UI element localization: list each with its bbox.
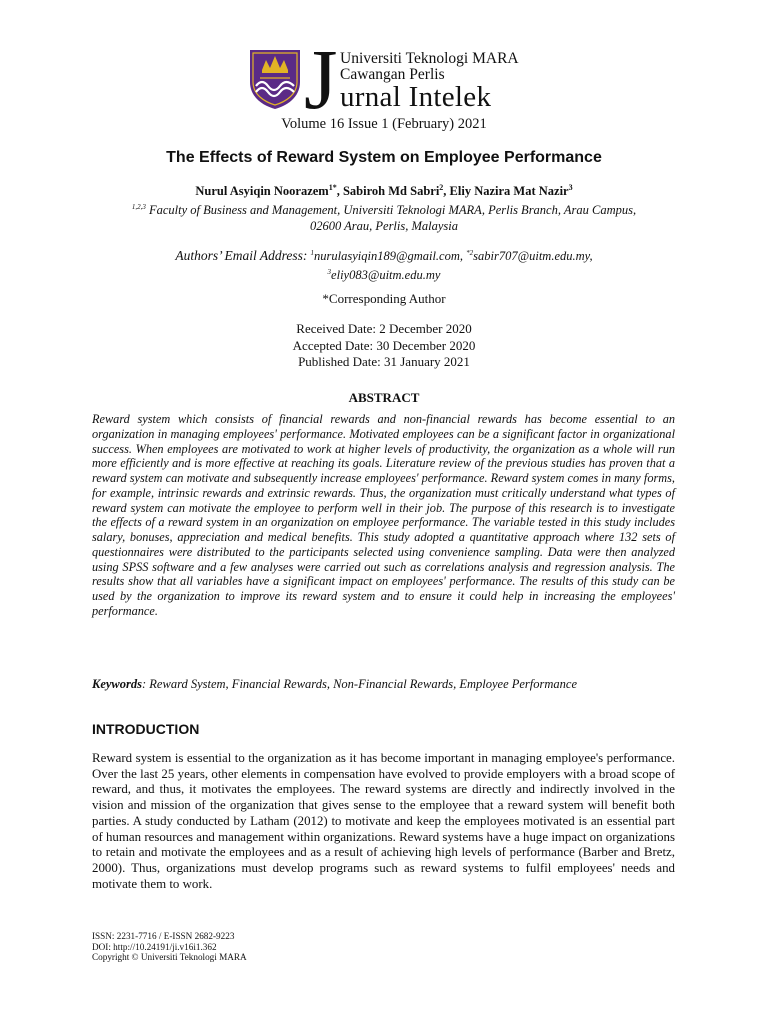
introduction-text: Reward system is essential to the organization as it has become important in managing employee's performance. Over the last 25 years, other elements in compensation have evolved to provide employers with a broad scope of reward, and thus, it motivates the employees. The reward systems are directly and indirectly involved in the vision and mission of the organization that gives sense to the employee that a reward system will benefit both parties. A study conducted by Latham (2012) to motivate and keep the employees motivated is an essential part of human resources and management within organizations. Reward systems have a huge impact on organizations to retain and motivate the employees and as a result of achieving high levels of performance (Barber and Bretz, 2000). Thus, organizations must develop programs such as reward systems to fulfil employees' needs and motivate them to work. — [92, 751, 675, 891]
volume-issue: Volume 16 Issue 1 (February) 2021 — [281, 116, 487, 132]
university-branch: Cawangan Perlis — [340, 66, 445, 83]
author-emails: Authors’ Email Address: $^1$nurulasyiqin189@gmail.com, $^{*2}$sabir707@uitm.edu.my, $^3$eliy083@uitm.edu.my — [175, 248, 593, 283]
author-name: Eliy Nazira Mat Nazir — [449, 184, 569, 199]
email-link[interactable]: nurulasyiqin189@gmail.com, — [314, 249, 464, 264]
keywords-text: Reward System, Financial Rewards, Non-Financial Rewards, Employee Performance — [149, 677, 577, 691]
paper-title: The Effects of Reward System on Employee Performance — [166, 149, 602, 166]
doi-link[interactable]: DOI: http://10.24191/ji.v16i1.362 — [92, 941, 217, 952]
affiliation-marks: 1,2,3 — [131, 203, 146, 211]
affiliation-line2: 02600 Arau, Perlis, Malaysia — [309, 219, 459, 234]
author-mark: 2 — [439, 183, 444, 192]
author-mark: 3 — [568, 183, 573, 192]
page-footer — [92, 931, 247, 963]
copyright: Copyright © Universiti Teknologi MARA — [92, 952, 247, 962]
email-link[interactable]: sabir707@uitm.edu.my, — [473, 249, 593, 264]
abstract-heading: ABSTRACT — [348, 390, 420, 405]
author-list: Nurul Asyiqin Noorazem$^{1*}$, Sabiroh Md Sabri$^2$, Eliy Nazira Mat Nazir$^3$ — [195, 183, 573, 199]
publication-dates — [0, 321, 768, 371]
author-mark: 1* — [328, 183, 337, 192]
journal-logo-letter: J — [304, 31, 338, 127]
corresponding-author-note: *Corresponding Author — [322, 291, 446, 306]
emails-label: Authors’ Email Address: — [175, 248, 308, 264]
keywords: Keywords: Reward System, Financial Rewards, Non-Financial Rewards, Employee Performance — [92, 677, 577, 691]
affiliation — [0, 199, 768, 234]
university-crest-logo — [248, 48, 302, 110]
email-link[interactable]: eliy083@uitm.edu.my — [331, 268, 441, 283]
journal-name: urnal Intelek — [340, 81, 492, 113]
author-name: Nurul Asyiqin Noorazem — [195, 184, 329, 199]
keywords-label: Keywords — [92, 677, 142, 691]
accepted-date: Accepted Date: 30 December 2020 — [292, 337, 476, 353]
issn: ISSN: 2231-7716 / E-ISSN 2682-9223 — [92, 931, 235, 941]
author-name: Sabiroh Md Sabri — [342, 184, 440, 199]
introduction-heading: INTRODUCTION — [92, 721, 200, 737]
abstract-text: Reward system which consists of financial rewards and non-financial rewards has become essential to an organization in managing employees' performance. Motivated employees can be a significant factor in organizational success. When employees are motivated to work at higher levels of productivity, the organization as a whole will run more efficiently and is more effective at reaching its goals. Literature review of the previous studies has proven that a reward system can motivate and subsequently increase employees' performance. Reward system comes in many forms, for example, intrinsic rewards and extrinsic rewards. Thus, the organization must critically understand what types of reward system can motivate the employee to perform well in their job. The purpose of this research is to investigate the effects of a reward system in an organization on employee performance. The variable tested in this study includes salary, bonuses, appreciation and medical benefits. This study adopted a quantitative approach where 132 sets of questionnaires were distributed to the participants selected using convenience sampling. Data were then analyzed using SPSS software and a few analyses were carried out such as correlations analysis and regression analysis. The results show that all variables have a significant impact on employees' performance. The results of this study can be used by the organization to improve its reward system and to ensure it could help in increasing the employees' performance. — [92, 412, 675, 618]
affiliation-line1: Faculty of Business and Management, Universiti Teknologi MARA, Perlis Branch, Arau Campus, — [149, 203, 637, 218]
received-date: Received Date: 2 December 2020 — [296, 321, 472, 336]
university-name: Universiti Teknologi MARA — [340, 50, 519, 67]
published-date: Published Date: 31 January 2021 — [298, 354, 470, 369]
